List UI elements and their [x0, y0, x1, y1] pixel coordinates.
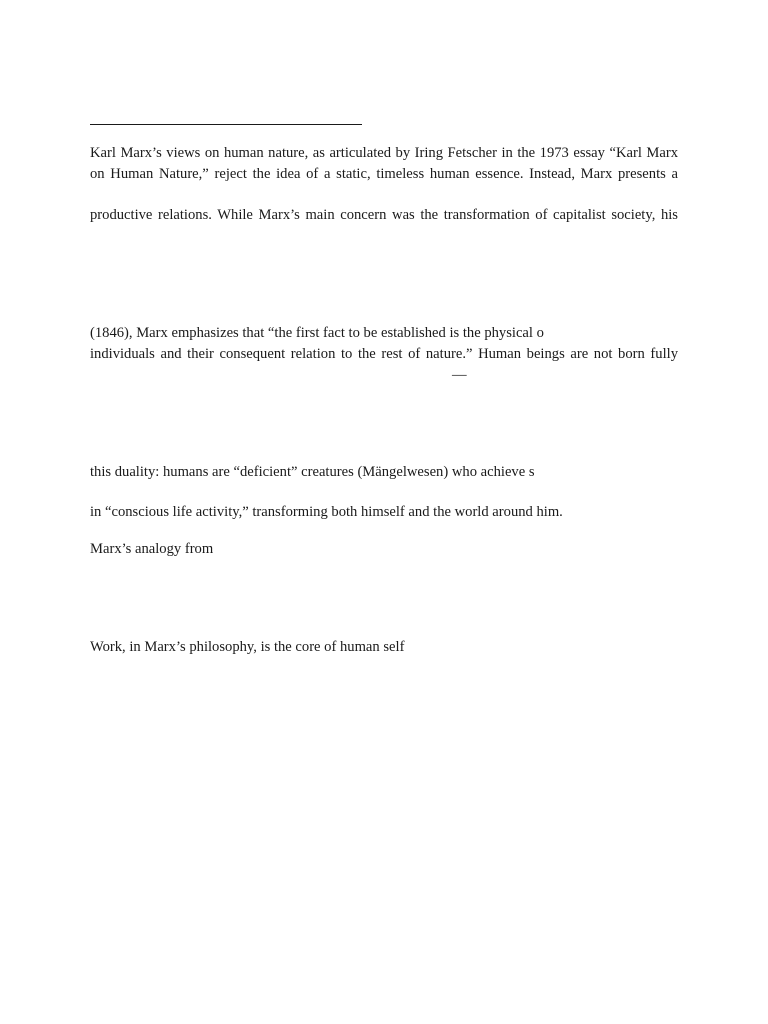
footnote-separator-rule: [90, 124, 362, 125]
text-line-5: individuals and their consequent relation to the rest of nature.” Human beings are not born fully: [90, 346, 678, 362]
text-line-3: productive relations. While Marx’s main concern was the transformation of capitalist society, his: [90, 207, 678, 223]
text-line-7: in “conscious life activity,” transforming both himself and the world around him.: [90, 504, 563, 520]
text-line-8: Marx’s analogy from: [90, 541, 214, 557]
em-dash-fragment: —: [452, 367, 467, 383]
text-line-9: Work, in Marx’s philosophy, is the core of human self: [90, 639, 405, 655]
text-line-2: on Human Nature,” reject the idea of a static, timeless human essence. Instead, Marx presents a: [90, 166, 678, 182]
text-line-1: Karl Marx’s views on human nature, as articulated by Iring Fetscher in the 1973 essay “Karl Marx: [90, 145, 678, 161]
text-line-4: (1846), Marx emphasizes that “the first fact to be established is the physical o: [90, 325, 544, 341]
text-line-6: this duality: humans are “deficient” creatures (Mängelwesen) who achieve s: [90, 464, 535, 480]
